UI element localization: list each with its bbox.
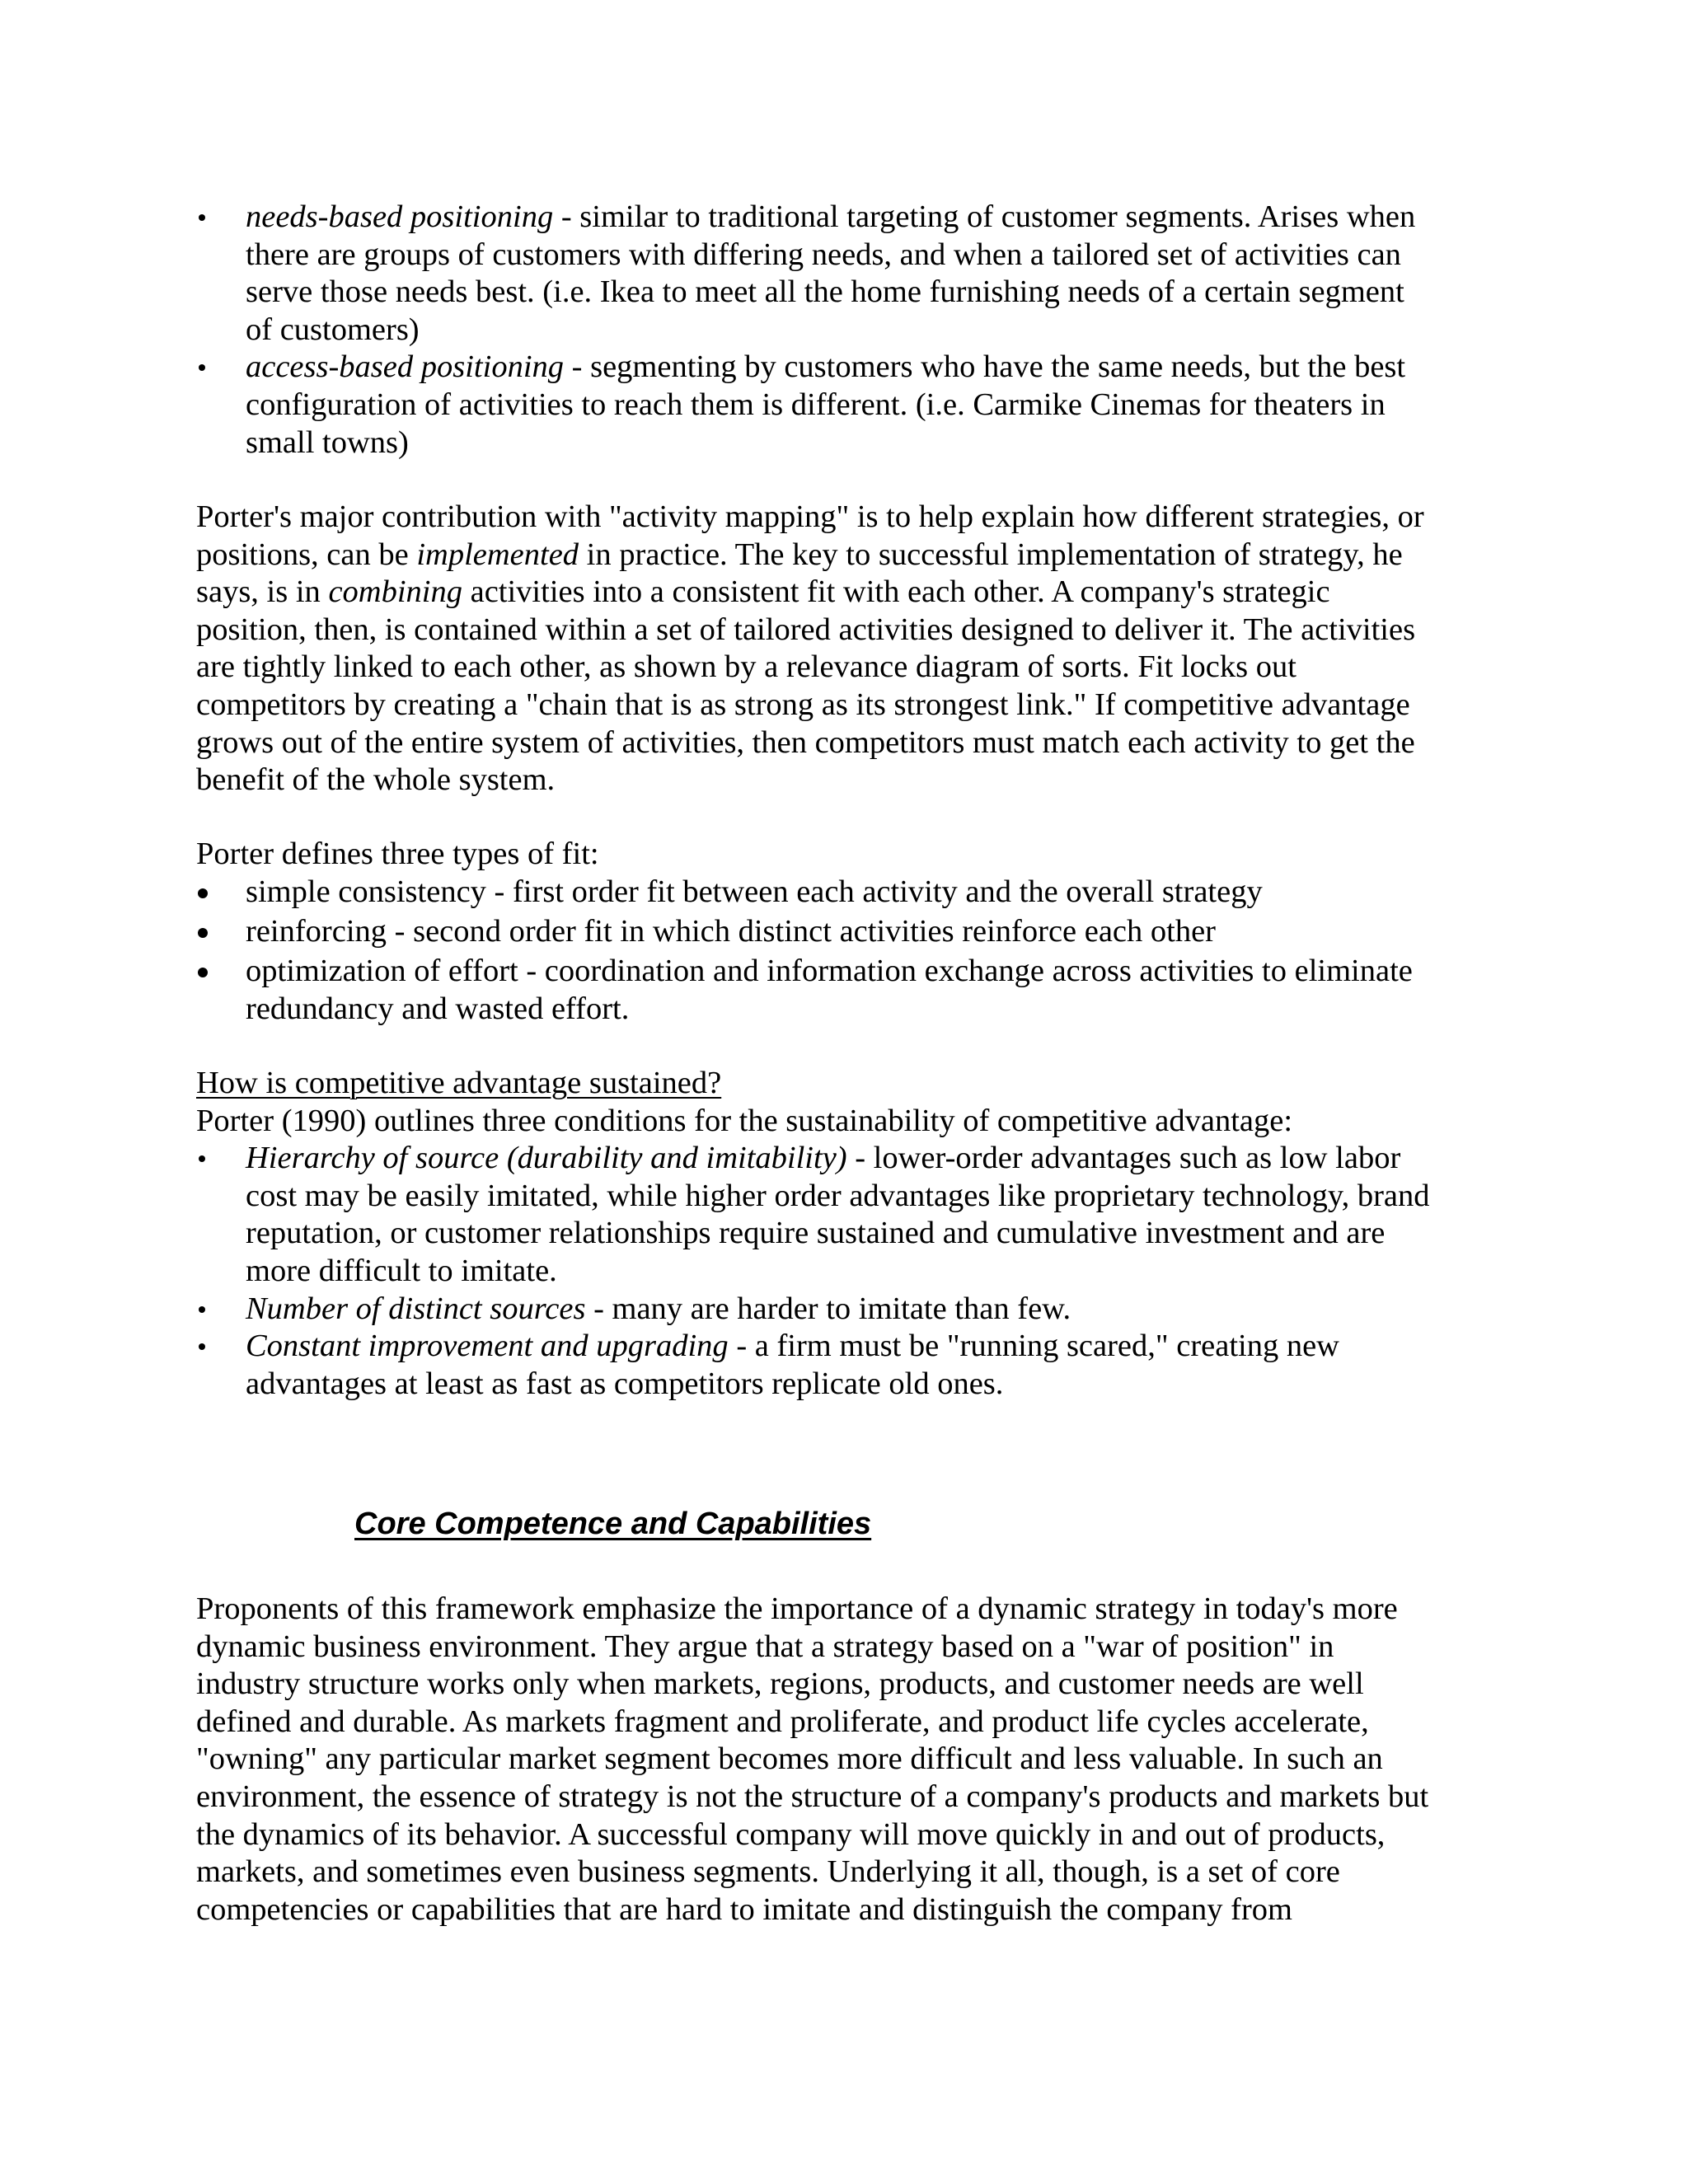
bullet-text: small towns) — [246, 424, 409, 460]
bullet-term: needs-based positioning — [246, 199, 554, 234]
sustained-list — [196, 1140, 1515, 1403]
paragraph-line: Porter's major contribution with "activity mapping" is to help explain how different strategies, or — [196, 499, 1424, 534]
section-heading: Core Competence and Capabilities — [354, 1507, 872, 1541]
bullet-text: reinforcing - second order fit in which distinct activities reinforce each other — [246, 913, 1216, 949]
list-item — [196, 874, 1515, 912]
fit-types-list — [196, 874, 1515, 1029]
list-item — [196, 1291, 1515, 1329]
emphasis-combining: combining — [328, 574, 462, 610]
list-item — [196, 349, 1515, 462]
bullet-text: of customers) — [246, 312, 420, 347]
fit-types-intro: Porter defines three types of fit: — [196, 837, 599, 871]
fit-types-section — [196, 836, 1515, 1030]
list-item — [196, 913, 1515, 951]
paragraph-line: the dynamics of its behavior. A successful company will move quickly in and out of products, — [196, 1816, 1386, 1852]
paragraph-line: activities into a consistent fit with each other. A company's strategic — [462, 574, 1330, 610]
paragraph-line: position, then, is contained within a set of tailored activities designed to deliver it. The activities — [196, 612, 1416, 647]
list-item — [196, 953, 1515, 1028]
bullet-term: access-based positioning — [246, 349, 565, 385]
paragraph-line: positions, can be — [196, 537, 417, 572]
bullet-text: - many are harder to imitate than few. — [585, 1291, 1071, 1326]
paragraph-line: environment, the essence of strategy is not the structure of a company's products and markets but — [196, 1779, 1429, 1814]
bullet-text: optimization of effort - coordination and information exchange across activities to eliminate — [246, 954, 1413, 989]
paragraph-line: benefit of the whole system. — [196, 762, 556, 798]
bullet-text: advantages at least as fast as competitors replicate old ones. — [246, 1366, 1004, 1401]
paragraph-line: "owning" any particular market segment becomes more difficult and less valuable. In such an — [196, 1741, 1383, 1777]
bullet-text: cost may be easily imitated, while higher order advantages like proprietary technology, brand — [246, 1178, 1430, 1213]
bullet-term: Number of distinct sources — [246, 1291, 586, 1326]
paragraph-line: in practice. The key to successful implementation of strategy, he — [579, 537, 1403, 572]
bullet-text: simple consistency - first order fit between each activity and the overall strategy — [246, 874, 1263, 909]
bullet-text: - segmenting by customers who have the same needs, but the best — [564, 349, 1406, 385]
bullet-text: redundancy and wasted effort. — [246, 991, 630, 1026]
paragraph-line: competitors by creating a "chain that is as strong as its strongest link." If competitive advantage — [196, 687, 1410, 722]
paragraph-line: markets, and sometimes even business segments. Underlying it all, though, is a set of core — [196, 1854, 1340, 1890]
paragraph-line: says, is in — [196, 574, 329, 610]
sustained-intro: Porter (1990) outlines three conditions for the sustainability of competitive advantage: — [196, 1103, 1293, 1138]
bullet-term: Hierarchy of source (durability and imitability) — [246, 1141, 847, 1176]
paragraph-line: competencies or capabilities that are hard to imitate and distinguish the company from — [196, 1891, 1292, 1927]
bullet-text: there are groups of customers with differing needs, and when a tailored set of activities can — [246, 237, 1401, 272]
activity-mapping-paragraph — [196, 499, 1515, 799]
bullet-text: - lower-order advantages such as low labor — [846, 1141, 1401, 1176]
bullet-text: configuration of activities to reach them is different. (i.e. Carmike Cinemas for theaters in — [246, 387, 1386, 422]
bullet-term: Constant improvement and upgrading — [246, 1329, 729, 1364]
list-item — [196, 199, 1515, 349]
list-item — [196, 1328, 1515, 1403]
section-subheading: How is competitive advantage sustained? — [196, 1066, 722, 1100]
list-item — [196, 1140, 1515, 1290]
sustained-advantage-section — [196, 1065, 1515, 1403]
bullet-text: reputation, or customer relationships require sustained and cumulative investment and are — [246, 1216, 1386, 1251]
bullet-text: serve those needs best. (i.e. Ikea to meet all the home furnishing needs of a certain segment — [246, 274, 1404, 310]
emphasis-implemented: implemented — [416, 537, 579, 572]
bullet-text: - a firm must be "running scared," creating new — [728, 1329, 1339, 1364]
paragraph-line: Proponents of this framework emphasize the importance of a dynamic strategy in today's more — [196, 1591, 1398, 1626]
positioning-section — [196, 199, 1515, 462]
paragraph-line: dynamic business environment. They argue that a strategy based on a "war of position" in — [196, 1629, 1334, 1664]
paragraph-line: grows out of the entire system of activities, then competitors must match each activity to get the — [196, 724, 1415, 760]
bullet-text: more difficult to imitate. — [246, 1253, 557, 1288]
bullet-text: - similar to traditional targeting of customer segments. Arises when — [553, 199, 1416, 234]
core-competence-paragraph — [196, 1591, 1515, 1929]
paragraph-line: defined and durable. As markets fragment and proliferate, and product life cycles accelerate, — [196, 1704, 1369, 1739]
positioning-list — [196, 199, 1515, 462]
paragraph-line: are tightly linked to each other, as shown by a relevance diagram of sorts. Fit locks out — [196, 649, 1296, 685]
paragraph-line: industry structure works only when markets, regions, products, and customer needs are well — [196, 1666, 1364, 1702]
